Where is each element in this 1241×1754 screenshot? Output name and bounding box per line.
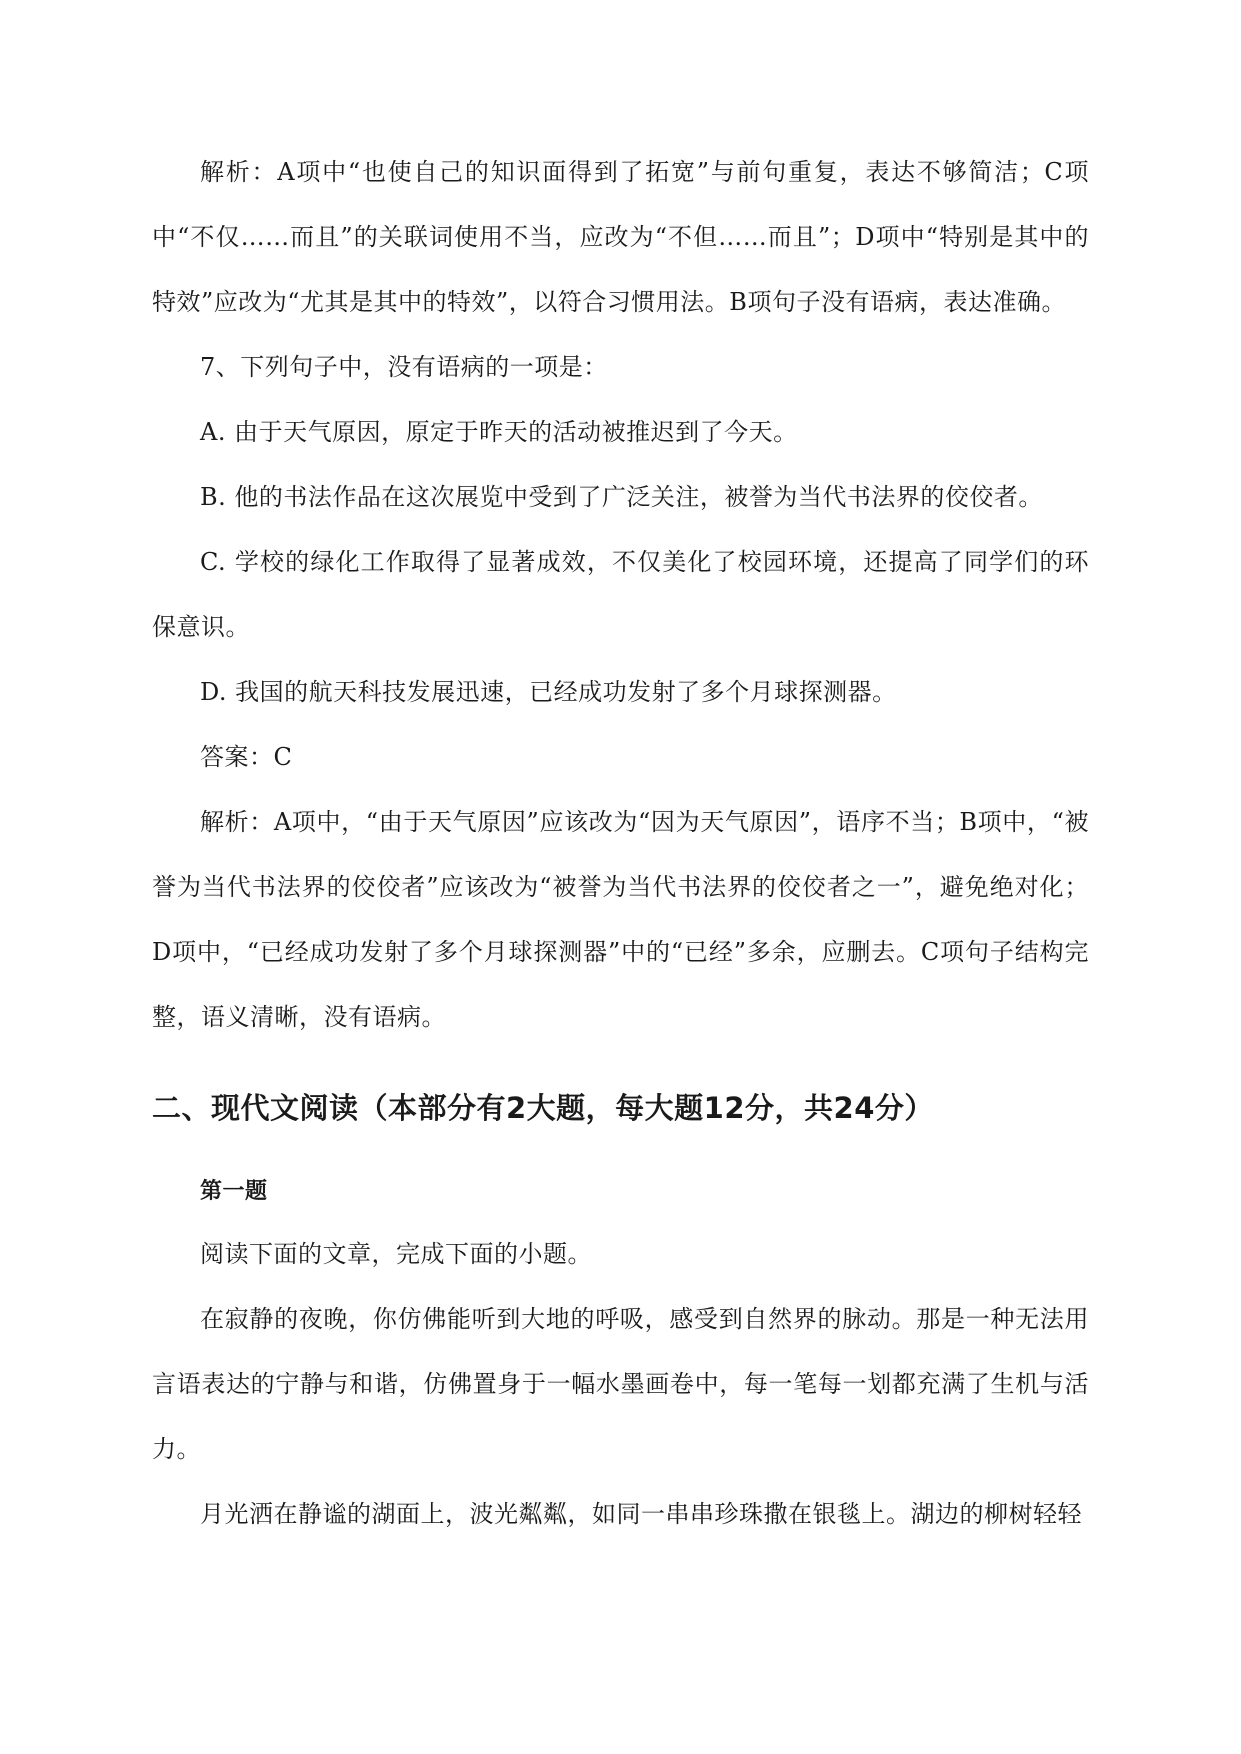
reading-instruction: 阅读下面的文章，完成下面的小题。 xyxy=(200,1240,592,1268)
question-7-stem: 7、下列句子中，没有语病的一项是： xyxy=(200,353,608,381)
option-b: B. 他的书法作品在这次展览中受到了广泛关注，被誉为当代书法界的佼佼者。 xyxy=(200,483,1043,511)
reading-paragraph-1: 在寂静的夜晚，你仿佛能听到大地的呼吸，感受到自然界的脉动。那是一种无法用言语表达的宁静与和谐，仿佛置身于一幅水墨画卷中，每一笔每一划都充满了生机与活力。 xyxy=(152,1305,1089,1463)
option-c: C. 学校的绿化工作取得了显著成效，不仅美化了校园环境，还提高了同学们的环保意识。 xyxy=(152,548,1089,641)
subheading: 第一题 xyxy=(200,1179,268,1204)
answer-line: 答案：C xyxy=(200,743,293,771)
option-d: D. 我国的航天科技发展迅速，已经成功发射了多个月球探测器。 xyxy=(200,678,897,706)
reading-paragraph-2: 月光洒在静谧的湖面上，波光粼粼，如同一串串珍珠撒在银毯上。湖边的柳树轻轻 xyxy=(200,1500,1082,1528)
option-a: A. 由于天气原因，原定于昨天的活动被推迟到了今天。 xyxy=(200,418,798,446)
analysis-paragraph-q7: 解析：A项中，“由于天气原因”应该改为“因为天气原因”，语序不当；B项中，“被誉为当代书法界的佼佼者”应该改为“被誉为当代书法界的佼佼者之一”，避免绝对化；D项中，“已经成功发射了多个月球探测器”中的“已经”多余，应删去。C项句子结构完整，语义清晰，没有语病。 xyxy=(152,808,1089,1031)
section-heading: 二、现代文阅读（本部分有2大题，每大题12分，共24分） xyxy=(152,1091,934,1125)
analysis-paragraph-q6: 解析：A项中“也使自己的知识面得到了拓宽”与前句重复，表达不够简洁；C项中“不仅……而且”的关联词使用不当，应改为“不但……而且”；D项中“特别是其中的特效”应改为“尤其是其中的特效”，以符合习惯用法。B项句子没有语病，表达准确。 xyxy=(152,158,1089,316)
